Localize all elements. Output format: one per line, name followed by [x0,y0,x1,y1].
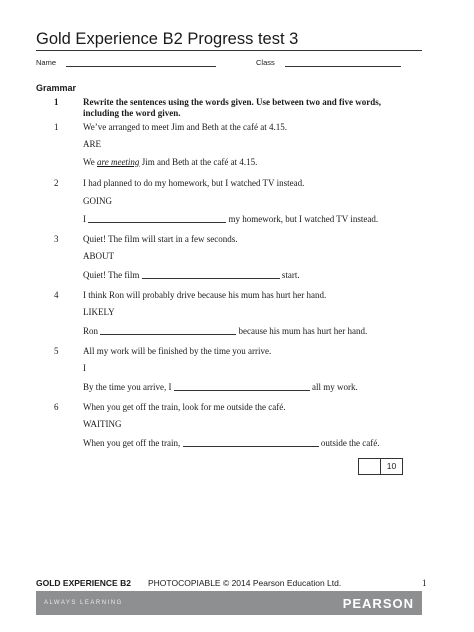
answer-blank[interactable] [174,381,310,391]
prompt-before: Ron [83,326,99,336]
item-answer-line [83,269,300,281]
name-line[interactable] [66,58,216,67]
item-sentence: Quiet! The film will start in a few seconds. [83,234,238,244]
example-answer: are meeting [97,157,140,167]
class-label: Class [256,58,275,67]
item-sentence: I had planned to do my homework, but I watched TV instead. [83,178,305,188]
publisher-bar [36,591,422,615]
item-keyword: LIKELY [83,307,115,317]
prompt-after: Jim and Beth at the café at 4.15. [141,157,258,167]
prompt-after: my homework, but I watched TV instead. [228,214,379,224]
item-sentence: When you get off the train, look for me outside the café. [83,402,286,412]
publisher-logo: PEARSON [342,595,414,611]
item-keyword: ABOUT [83,251,114,261]
item-number: 5 [54,346,59,356]
prompt-before: I [83,214,86,224]
prompt-before: We [83,157,95,167]
name-field[interactable] [36,58,216,67]
footer-brand: GOLD EXPERIENCE B2 [36,578,131,588]
item-number: 1 [54,122,59,132]
item-answer-line [83,325,367,337]
item-answer-line [83,437,380,449]
item-number: 3 [54,234,59,244]
answer-blank[interactable] [183,437,319,447]
task-number: 1 [54,97,59,107]
prompt-before: By the time you arrive, I [83,382,172,392]
item-keyword: I [83,363,86,373]
item-number: 6 [54,402,59,412]
page-title: Gold Experience B2 Progress test 3 [36,30,299,48]
item-answer-line [83,381,358,393]
item-sentence: I think Ron will probably drive because his mum has hurt her hand. [83,290,327,300]
page-number: 1 [422,578,427,588]
item-sentence: All my work will be finished by the time you arrive. [83,346,272,356]
score-entry-cell[interactable] [359,459,381,474]
footer-copyright: PHOTOCOPIABLE © 2014 Pearson Education Ltd. [148,578,342,588]
class-line[interactable] [285,58,401,67]
item-number: 4 [54,290,59,300]
item-sentence: We’ve arranged to meet Jim and Beth at the café at 4.15. [83,122,287,132]
prompt-before: When you get off the train, [83,438,181,448]
item-keyword: ARE [83,139,101,149]
prompt-after: all my work. [311,382,358,392]
title-divider [36,50,422,51]
item-keyword: GOING [83,196,112,206]
item-answer-line [83,157,257,168]
answer-blank[interactable] [88,213,226,223]
tagline: ALWAYS LEARNING [44,600,123,606]
item-answer-line [83,213,378,225]
class-field[interactable] [256,58,401,67]
task-instruction: Rewrite the sentences using the words given. Use between two and five words, including the word given. [83,97,381,118]
item-number: 2 [54,178,59,188]
score-box [358,458,403,475]
prompt-after: because his mum has hurt her hand. [238,326,368,336]
answer-blank[interactable] [142,269,280,279]
score-total: 10 [386,461,397,471]
prompt-before: Quiet! The film [83,270,140,280]
item-keyword: WAITING [83,419,122,429]
name-label: Name [36,58,57,67]
section-title: Grammar [36,83,77,93]
prompt-after: outside the café. [320,438,380,448]
prompt-after: start. [281,270,300,280]
answer-blank[interactable] [100,325,236,335]
